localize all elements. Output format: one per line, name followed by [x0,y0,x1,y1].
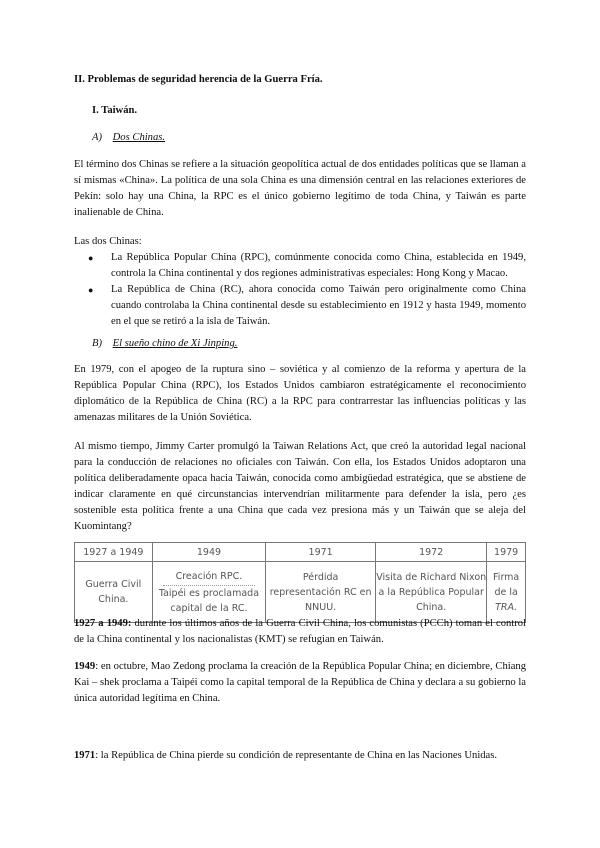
timeline-1979-text: Firma de la [493,571,520,598]
timeline-header-cell: 1949 [152,543,265,562]
timeline-cell-1972: Visita de Richard Nixon a la República Popular China. [376,562,487,623]
list-item [74,250,526,284]
subsection-b-heading [92,337,237,351]
event-text: : la República de China pierde su condición de representante de China en las Naciones Unidas. [95,750,498,761]
timeline-1949-bottom: Taipéi es proclamada capital de la RC. [158,587,260,614]
timeline-header-cell: 1927 a 1949 [75,543,153,562]
timeline-header-row [75,543,526,562]
event-year: 1971 [74,750,96,761]
event-text: : en octubre, Mao Zedong proclama la creación de la República Popular China; en diciembre, Chiang Kai – shek proclama a Taipéi como la capital temporal de la República de China y declara a su gobierno la única autoridad legítima en China. [74,661,526,704]
event-1971 [74,748,526,764]
subsection-b-title: El sueño chino de Xi Jinping. [112,338,238,349]
subsection-a-label: A) [92,132,102,143]
bullet-text: La República Popular China (RPC), comúnmente conocida como China, establecida en 1949, controla la China continental y dos regiones administrativas especiales: Hong Kong y Macao. [111,252,526,279]
event-1927-1949 [74,616,526,648]
paragraph-1979: En 1979, con el apogeo de la ruptura sino – soviética y al comienzo de la reforma y apertura de la República Popular China (RPC), los Estados Unidos cambiaron estratégicamente el reconocimiento diplomático de la República de China (RC) a la RPC para contrarrestar las influencias políticas y las amenazas militares de la Unión Soviética. [74,364,526,423]
section-heading: II. Problemas de seguridad herencia de la Guerra Fría. [74,74,323,85]
bullet-dot-icon: ● [88,253,94,263]
event-text: durante los últimos años de la Guerra Civil China, los comunistas (PCCh) toman el control de la China continental y los nacionalistas (KMT) se refugian en Taiwán. [74,618,526,645]
bullet-dot-icon: ● [88,285,94,295]
timeline-1949-top: Creación RPC. [175,570,243,582]
paragraph-carter: Al mismo tiempo, Jimmy Carter promulgó la Taiwan Relations Act, que creó la autoridad legal nacional para la conducción de relaciones no oficiales con Taiwán. Con ella, los Estados Unidos adoptaron una política deliberadamente opaca hacia Taiwán, conocida como ambigüedad estratégica, que se abstiene de indicar claramente en qué circunstancias intervendrían militarmente para defender la isla, pero ¿es sostenible esta política frente a una China que cada vez presiona más y un Taiwán que se aleja del Kuomintang? [74,441,526,532]
timeline-cell-1971: Pérdida representación RC en NNUU. [266,562,376,623]
intro-paragraph: El término dos Chinas se refiere a la situación geopolítica actual de dos entidades políticas que se llaman a sí mismas «China». La política de una sola China es una dimensión central en las relaciones exteriores de Pekín: solo hay una China, la RPC es el único gobierno legítimo de toda China, y Taiwán es parte inalienable de China. [74,159,526,218]
timeline-header-cell: 1979 [487,543,526,562]
event-1949 [74,659,526,707]
subsection-a-title: Dos Chinas. [112,132,166,143]
event-year: 1949 [74,661,96,672]
list-item [74,282,526,330]
subsection-a-heading [92,131,165,145]
timeline-table [74,542,526,623]
timeline-cell-1949 [152,562,265,623]
two-chinas-label: Las dos Chinas: [74,236,142,247]
event-year: 1927 a 1949: [74,618,132,629]
timeline-cell-1979 [487,562,526,623]
timeline-1979-italic: TRA. [495,601,518,613]
timeline-header-cell: 1972 [376,543,487,562]
timeline-header-cell: 1971 [266,543,376,562]
subsection-b-label: B) [92,338,102,349]
subheading-taiwan: I. Taiwán. [92,105,138,116]
timeline-body-row [75,562,526,623]
timeline-cell-civil-war: Guerra Civil China. [75,562,153,623]
bullet-text: La República de China (RC), ahora conocida como Taiwán pero originalmente como China cuando controlaba la China continental desde su establecimiento en 1912 y hasta 1949, momento en el que se retiró a la isla de Taiwán. [111,284,526,327]
